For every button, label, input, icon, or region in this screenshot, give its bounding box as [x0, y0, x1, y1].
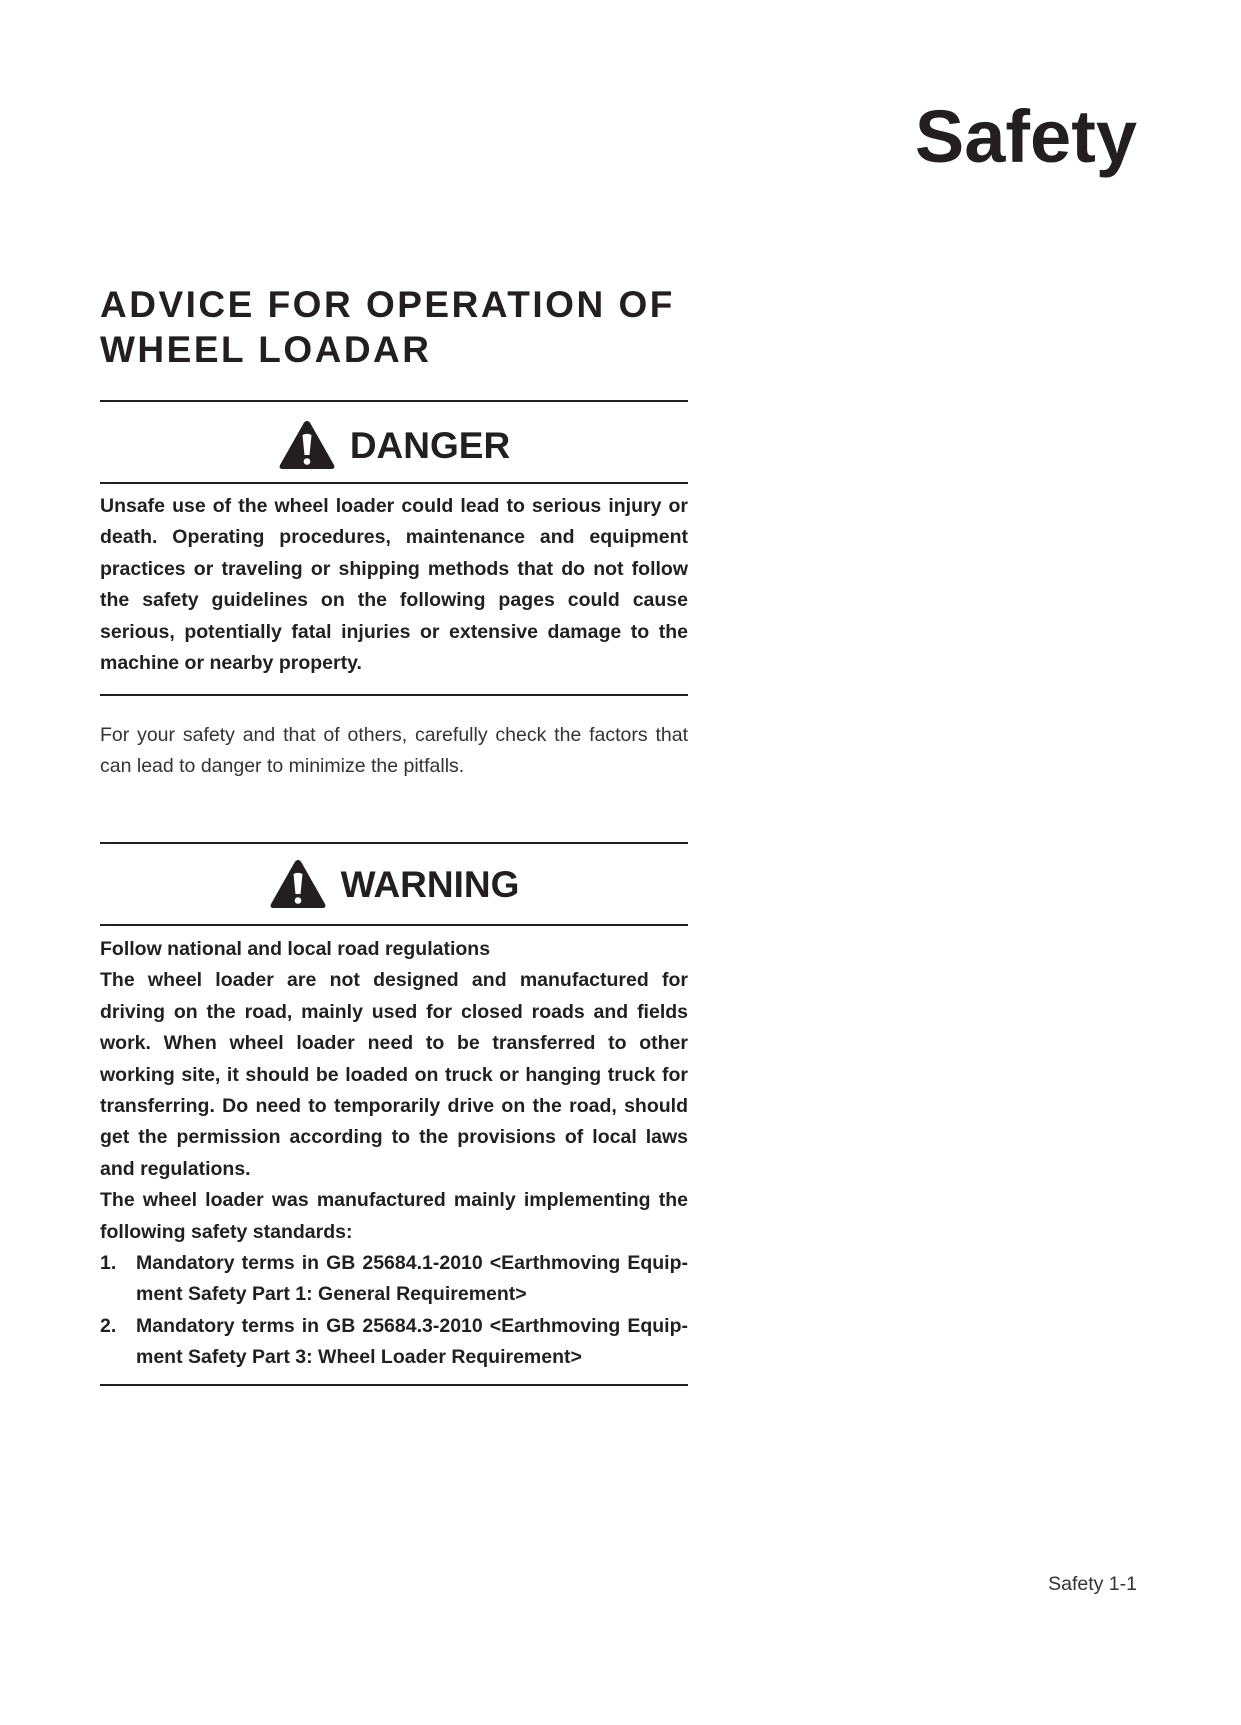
warning-paragraph-1: The wheel loader are not designed and manufactured for driving on the road, mainly used for closed roads and fields work. When wheel loader need to be transferred to other working site, it should be loaded on truck or hanging truck for transferring. Do need to temporarily drive on the road, should get the permission according to the provisions of local laws and regulations.	[100, 969, 688, 1180]
intro-block	[100, 720, 688, 783]
warning-header	[100, 858, 688, 910]
warning-triangle-icon	[278, 419, 336, 471]
warning-label: WARNING	[340, 863, 520, 905]
danger-header	[100, 419, 688, 471]
chapter-title: Safety	[914, 95, 1137, 178]
danger-body	[100, 491, 688, 679]
danger-divider	[100, 482, 688, 484]
intro-text: For your safety and that of others, carefully check the factors that can lead to danger to minimize the pitfalls.	[100, 724, 688, 778]
danger-text: Unsafe use of the wheel loader could lead to serious injury or death. Operating procedures, maintenance and equipment practices or traveling or shipping methods that do not follow the safety guidelines on the following pages could cause serious, potentially fatal injuries or extensive damage to the machine or nearby property.	[100, 495, 688, 675]
section-title-line-2: WHEEL LOADAR	[100, 329, 432, 370]
list-item-text: Mandatory terms in GB 25684.3-2010 <Earthmoving Equip-ment Safety Part 3: Wheel Loader Requirement>	[136, 1314, 688, 1369]
list-item	[100, 1248, 688, 1311]
warning-divider	[100, 924, 688, 926]
warning-bottom-rule	[100, 1384, 688, 1386]
list-item-number: 1.	[100, 1252, 117, 1275]
page-footer: Safety 1-1	[1048, 1573, 1137, 1595]
warning-body	[100, 934, 688, 1374]
section-title-line-1: ADVICE FOR OPERATION OF	[100, 284, 675, 325]
warning-paragraph-2: The wheel loader was manufactured mainly implementing the following safety standards:	[100, 1189, 688, 1243]
warning-triangle-icon	[269, 858, 327, 910]
list-item	[100, 1311, 688, 1374]
danger-label: DANGER	[349, 424, 511, 466]
warning-top-rule	[100, 842, 688, 844]
list-item-text: Mandatory terms in GB 25684.1-2010 <Earthmoving Equip-ment Safety Part 1: General Requirement>	[136, 1252, 688, 1306]
list-item-number: 2.	[100, 1314, 117, 1337]
danger-top-rule	[100, 400, 688, 402]
section-title	[100, 282, 700, 372]
warning-heading: Follow national and local road regulations	[100, 938, 491, 960]
danger-bottom-rule	[100, 694, 688, 696]
standards-list	[100, 1248, 688, 1374]
